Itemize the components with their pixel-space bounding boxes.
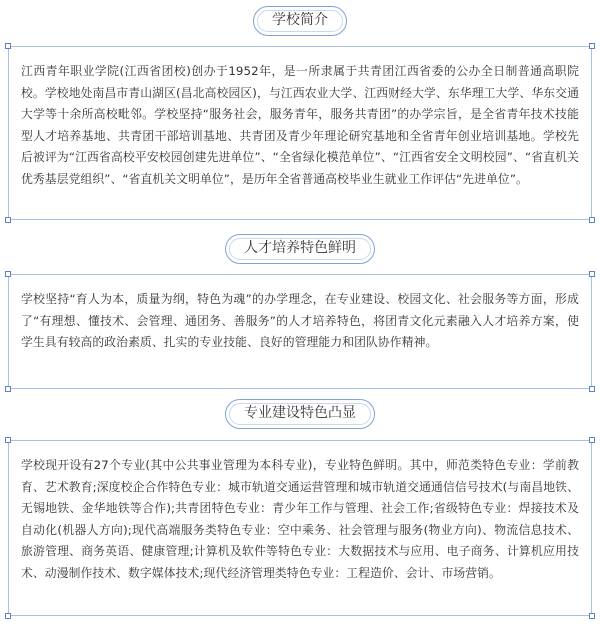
- section-title-talent-cultivation: 人才培养特色鲜明: [225, 234, 375, 264]
- section-title-school-intro: 学校简介: [253, 6, 347, 36]
- corner-square-icon: [5, 271, 11, 277]
- corner-square-icon: [5, 613, 11, 619]
- corner-square-icon: [589, 217, 595, 223]
- corner-square-icon: [589, 43, 595, 49]
- corner-square-icon: [589, 386, 595, 392]
- corner-square-icon: [5, 43, 11, 49]
- corner-square-icon: [589, 613, 595, 619]
- section-body-talent-cultivation: 学校坚持“育人为本，质量为纲，特色为魂”的办学理念，在专业建设、校园文化、社会服务等方面，形成了“有理想、懂技术、会管理、通团务、善服务”的人才培养特色，将团青文化元素融入人才培养方案，使学生具有较高的政治素质、扎实的专业技能、良好的管理能力和团队协作精神。: [21, 292, 579, 349]
- section-title-major-construction: 专业建设特色凸显: [225, 399, 375, 429]
- section-box-school-intro: [8, 46, 592, 220]
- corner-square-icon: [5, 437, 11, 443]
- corner-square-icon: [589, 437, 595, 443]
- section-body-major-construction: 学校现开设有27个专业(其中公共事业管理为本科专业)，专业特色鲜明。其中，师范类特色专业：学前教育、艺术教育;深度校企合作特色专业：城市轨道交通运营管理和城市轨道交通通信信号技术(与南昌地铁、无锡地铁、金华地铁等合作);共青团特色专业：青少年工作与管理、社会工作;省级特色专业：焊接技术及自动化(机器人方向);现代高端服务类特色专业：空中乘务、社会管理与服务(物业方向)、物流信息技术、旅游管理、商务英语、健康管理;计算机及软件等特色专业：大数据技术与应用、电子商务、计算机应用技术、动漫制作技术、数字媒体技术;现代经济管理类特色专业：工程造价、会计、市场营销。: [21, 458, 579, 580]
- corner-square-icon: [589, 271, 595, 277]
- corner-square-icon: [5, 386, 11, 392]
- section-box-major-construction: [8, 440, 592, 616]
- corner-square-icon: [5, 217, 11, 223]
- section-box-talent-cultivation: [8, 274, 592, 389]
- section-body-school-intro: 江西青年职业学院(江西省团校)创办于1952年，是一所隶属于共青团江西省委的公办全日制普通高职院校。学校地处南昌市青山湖区(昌北高校园区)，与江西农业大学、江西财经大学、东华理工大学、华东交通大学等十余所高校毗邻。学校坚持“服务社会，服务青年，服务共青团”的办学宗旨，是全省青年技术技能型人才培养基地、共青团干部培训基地、共青团及青少年理论研究基地和全省青年创业培训基地。学校先后被评为“江西省高校平安校园创建先进单位”、“全省绿化模范单位”、“江西省安全文明校园”、“省直机关优秀基层党组织”、“省直机关文明单位”，是历年全省普通高校毕业生就业工作评估“先进单位”。: [21, 64, 579, 186]
